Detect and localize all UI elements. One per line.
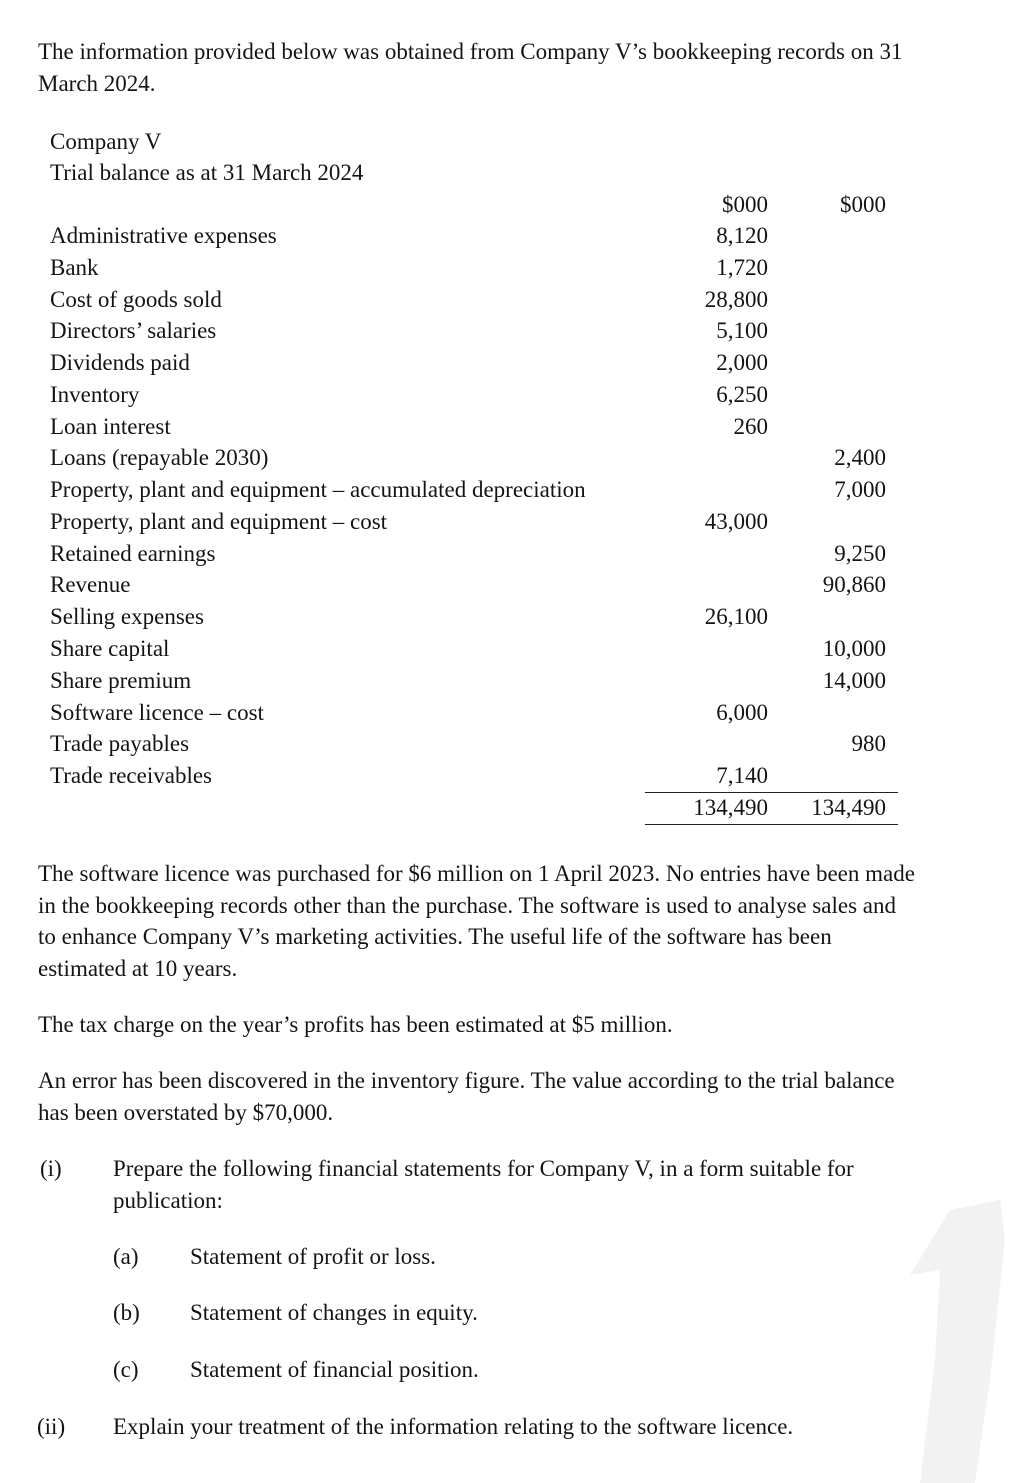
- table-row-label: Administrative expenses: [50, 223, 277, 248]
- subquestion-number: (c): [113, 1357, 139, 1382]
- table-row-label: Cost of goods sold: [50, 287, 222, 312]
- table-row-credit: 90,860: [822, 572, 886, 597]
- table-row-credit: 980: [851, 731, 886, 756]
- question-text: Prepare the following financial statements for Company V, in a form suitable for publication:: [113, 1156, 854, 1213]
- table-row-debit: 1,720: [716, 255, 768, 280]
- debit-column-header: $000: [722, 192, 768, 217]
- intro-paragraph: The information provided below was obtained from Company V’s bookkeeping records on 31 March 2024.: [38, 39, 903, 96]
- table-row-debit: 8,120: [716, 223, 768, 248]
- table-row-label: Selling expenses: [50, 604, 204, 629]
- table-row-label: Trade receivables: [50, 763, 212, 788]
- subquestion-number: (a): [113, 1244, 139, 1269]
- question-number: (i): [40, 1156, 62, 1181]
- software-note: The software licence was purchased for $6 million on 1 April 2023. No entries have been made in the bookkeeping records other than the purchase. The software is used to analyse sales and to enhance Company V’s marketing activities. The useful life of the software has been estimated at 10 years.: [38, 861, 915, 981]
- table-row-debit: 7,140: [716, 763, 768, 788]
- table-row-label: Retained earnings: [50, 541, 216, 566]
- total-rule-bottom: [645, 824, 898, 825]
- table-row-label: Dividends paid: [50, 350, 190, 375]
- trial-balance-title: Trial balance as at 31 March 2024: [50, 160, 364, 185]
- table-row-label: Bank: [50, 255, 99, 280]
- table-row-credit: 2,400: [834, 445, 886, 470]
- total-debit: 134,490: [693, 795, 768, 820]
- table-row-debit: 26,100: [704, 604, 768, 629]
- table-row-credit: 10,000: [822, 636, 886, 661]
- table-row-label: Inventory: [50, 382, 140, 407]
- question-number: (ii): [37, 1414, 66, 1439]
- question-text: Explain your treatment of the information relating to the software licence.: [113, 1414, 794, 1439]
- table-row-debit: 28,800: [704, 287, 768, 312]
- table-row-debit: 6,250: [716, 382, 768, 407]
- table-row-credit: 14,000: [822, 668, 886, 693]
- table-row-label: Property, plant and equipment – accumulated depreciation: [50, 477, 586, 502]
- table-row-label: Revenue: [50, 572, 131, 597]
- table-row-debit: 260: [733, 414, 768, 439]
- credit-column-header: $000: [840, 192, 886, 217]
- table-row-label: Software licence – cost: [50, 700, 264, 725]
- table-row-label: Share premium: [50, 668, 192, 693]
- table-row-label: Property, plant and equipment – cost: [50, 509, 388, 534]
- table-row-label: Trade payables: [50, 731, 190, 756]
- table-row-credit: 7,000: [834, 477, 886, 502]
- table-row-debit: 5,100: [716, 318, 768, 343]
- total-credit: 134,490: [811, 795, 886, 820]
- subquestion-text: Statement of profit or loss.: [190, 1244, 436, 1269]
- subquestion-number: (b): [113, 1300, 140, 1325]
- table-row-debit: 2,000: [716, 350, 768, 375]
- table-row-debit: 6,000: [716, 700, 768, 725]
- subquestion-text: Statement of financial position.: [190, 1357, 479, 1382]
- table-row-credit: 9,250: [834, 541, 886, 566]
- table-row-label: Loans (repayable 2030): [50, 445, 269, 470]
- table-row-label: Directors’ salaries: [50, 318, 217, 343]
- table-row-debit: 43,000: [704, 509, 768, 534]
- tax-note: The tax charge on the year’s profits has been estimated at $5 million.: [38, 1012, 673, 1037]
- table-row-label: Loan interest: [50, 414, 171, 439]
- subquestion-text: Statement of changes in equity.: [190, 1300, 478, 1325]
- inventory-error-note: An error has been discovered in the inventory figure. The value according to the trial balance has been overstated by $70,000.: [38, 1068, 895, 1125]
- company-name: Company V: [50, 129, 162, 154]
- table-row-label: Share capital: [50, 636, 170, 661]
